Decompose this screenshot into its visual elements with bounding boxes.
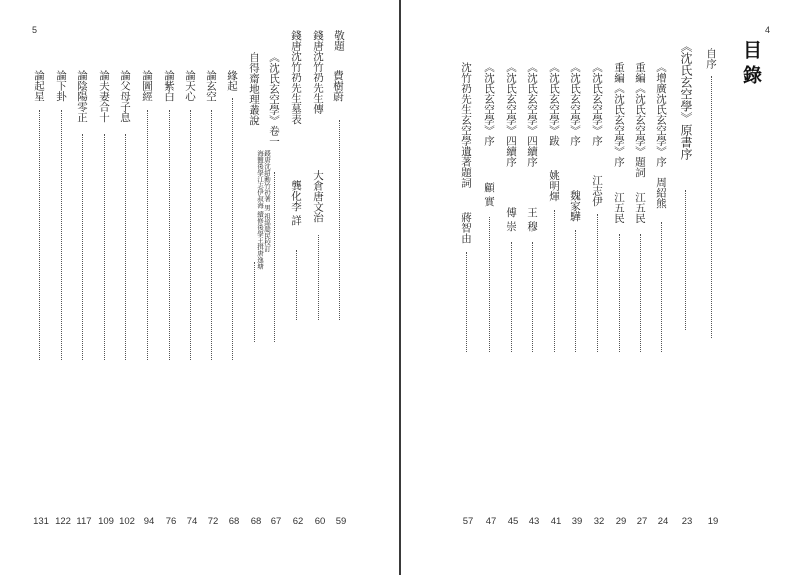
toc-heading: 目錄	[740, 40, 762, 90]
entry-title: 論夫妻合十	[98, 70, 110, 123]
entry-author: 龔化李 詳	[290, 180, 302, 226]
entry-author: 姚明煇	[548, 170, 560, 202]
dot-leader	[466, 252, 467, 352]
entry-title: 《沈氏玄空學》四續序	[526, 62, 538, 167]
entry-page-number: 102	[119, 516, 135, 527]
dot-leader	[489, 217, 490, 352]
dot-leader	[640, 234, 641, 352]
entry-page-number: 19	[707, 516, 719, 527]
dot-leader	[661, 222, 662, 352]
entry-page-number: 45	[507, 516, 519, 527]
dot-leader	[318, 235, 319, 320]
entry-title: 沈竹礽先生玄空學遺著題詞	[460, 62, 472, 188]
entry-page-number: 76	[165, 516, 177, 527]
entry-title: 論圖經	[141, 70, 153, 102]
entry-title: 《沈氏玄空學》跋	[548, 62, 560, 146]
entry-page-number: 60	[314, 516, 326, 527]
dot-leader	[575, 230, 576, 352]
entry-author: 江五民	[634, 192, 646, 224]
entry-author: 蔣智由	[460, 212, 472, 244]
entry-note: 海鹽後學江志伊叔海 續修後學王揖唐逸塘	[256, 150, 264, 270]
entry-title: 自序	[705, 48, 717, 69]
entry-title: 重編《沈氏玄空學》序	[613, 62, 625, 167]
left-page	[0, 0, 399, 575]
dot-leader	[554, 210, 555, 352]
dot-leader	[711, 76, 712, 338]
entry-page-number: 29	[615, 516, 627, 527]
entry-title: 論天心	[184, 70, 196, 102]
entry-author: 魏家驊	[569, 190, 581, 222]
entry-author: 周紹熊	[655, 177, 667, 209]
dot-leader	[104, 134, 105, 360]
dot-leader	[169, 110, 170, 360]
dot-leader	[125, 134, 126, 360]
entry-title: 錢唐沈竹礽先生墓表	[290, 30, 302, 125]
dot-leader	[39, 110, 40, 360]
entry-title: 緣起	[226, 70, 238, 91]
entry-page-number: 74	[186, 516, 198, 527]
entry-page-number: 131	[33, 516, 49, 527]
entry-title: 《沈氏玄空學》序	[569, 62, 581, 146]
entry-title: 《沈氏玄空學》卷一	[268, 52, 280, 147]
entry-page-number: 57	[462, 516, 474, 527]
dot-leader	[254, 262, 255, 342]
entry-title: 《沈氏玄空學》原書序	[679, 40, 693, 160]
entry-page-number: 72	[207, 516, 219, 527]
entry-title: 《沈氏玄空學》四續序	[505, 62, 517, 167]
entry-page-number: 23	[681, 516, 693, 527]
entry-title: 論父母子息	[119, 70, 131, 123]
dot-leader	[61, 110, 62, 360]
dot-leader	[296, 250, 297, 320]
dot-leader	[619, 234, 620, 352]
entry-title: 《沈氏玄空學》序	[591, 62, 603, 146]
right-page-number: 4	[765, 25, 771, 35]
entry-title: 重編《沈氏玄空學》題詞	[634, 62, 646, 178]
entry-title: 《沈氏玄空學》序	[483, 62, 495, 146]
entry-page-number: 43	[528, 516, 540, 527]
entry-title: 論陰陽零正	[76, 70, 88, 123]
entry-page-number: 27	[636, 516, 648, 527]
entry-page-number: 67	[270, 516, 282, 527]
entry-title: 論紫白	[163, 70, 175, 102]
entry-page-number: 59	[335, 516, 347, 527]
entry-page-number: 47	[485, 516, 497, 527]
dot-leader	[597, 214, 598, 352]
entry-author: 顧 實	[483, 182, 495, 207]
dot-leader	[190, 110, 191, 360]
entry-page-number: 94	[143, 516, 155, 527]
entry-title: 敬題	[333, 30, 345, 51]
entry-title: 錢唐沈竹礽先生傳	[312, 30, 324, 114]
dot-leader	[147, 110, 148, 360]
entry-page-number: 122	[55, 516, 71, 527]
entry-note: 錢唐沈紹勳竹礽著 男 祖綿瓞民校訂	[263, 150, 271, 252]
dot-leader	[339, 120, 340, 320]
dot-leader	[511, 242, 512, 352]
entry-page-number: 109	[98, 516, 114, 527]
entry-page-number: 39	[571, 516, 583, 527]
entry-page-number: 41	[550, 516, 562, 527]
entry-title: 論起星	[33, 70, 45, 102]
dot-leader	[211, 110, 212, 360]
dot-leader	[232, 98, 233, 360]
entry-page-number: 68	[250, 516, 262, 527]
entry-page-number: 68	[228, 516, 240, 527]
entry-author: 江五民	[613, 192, 625, 224]
entry-author: 江志伊	[591, 175, 603, 207]
entry-page-number: 62	[292, 516, 304, 527]
entry-title: 自得齋地理叢說	[248, 52, 260, 126]
entry-page-number: 117	[76, 516, 92, 527]
entry-author: 費樹蔚	[332, 70, 344, 102]
left-page-number: 5	[32, 25, 38, 35]
entry-title: 《增廣沈氏玄空學》序	[655, 62, 667, 167]
dot-leader	[82, 134, 83, 360]
entry-author: 王 穆	[526, 207, 538, 232]
dot-leader	[532, 242, 533, 352]
entry-author: 傅 崇	[505, 207, 517, 232]
dot-leader	[274, 172, 275, 342]
right-page	[401, 0, 800, 575]
dot-leader	[685, 190, 686, 330]
entry-author: 大倉唐文治	[312, 170, 324, 223]
entry-title: 論玄空	[205, 70, 217, 102]
entry-title: 論下卦	[55, 70, 67, 102]
entry-page-number: 24	[657, 516, 669, 527]
entry-page-number: 32	[593, 516, 605, 527]
